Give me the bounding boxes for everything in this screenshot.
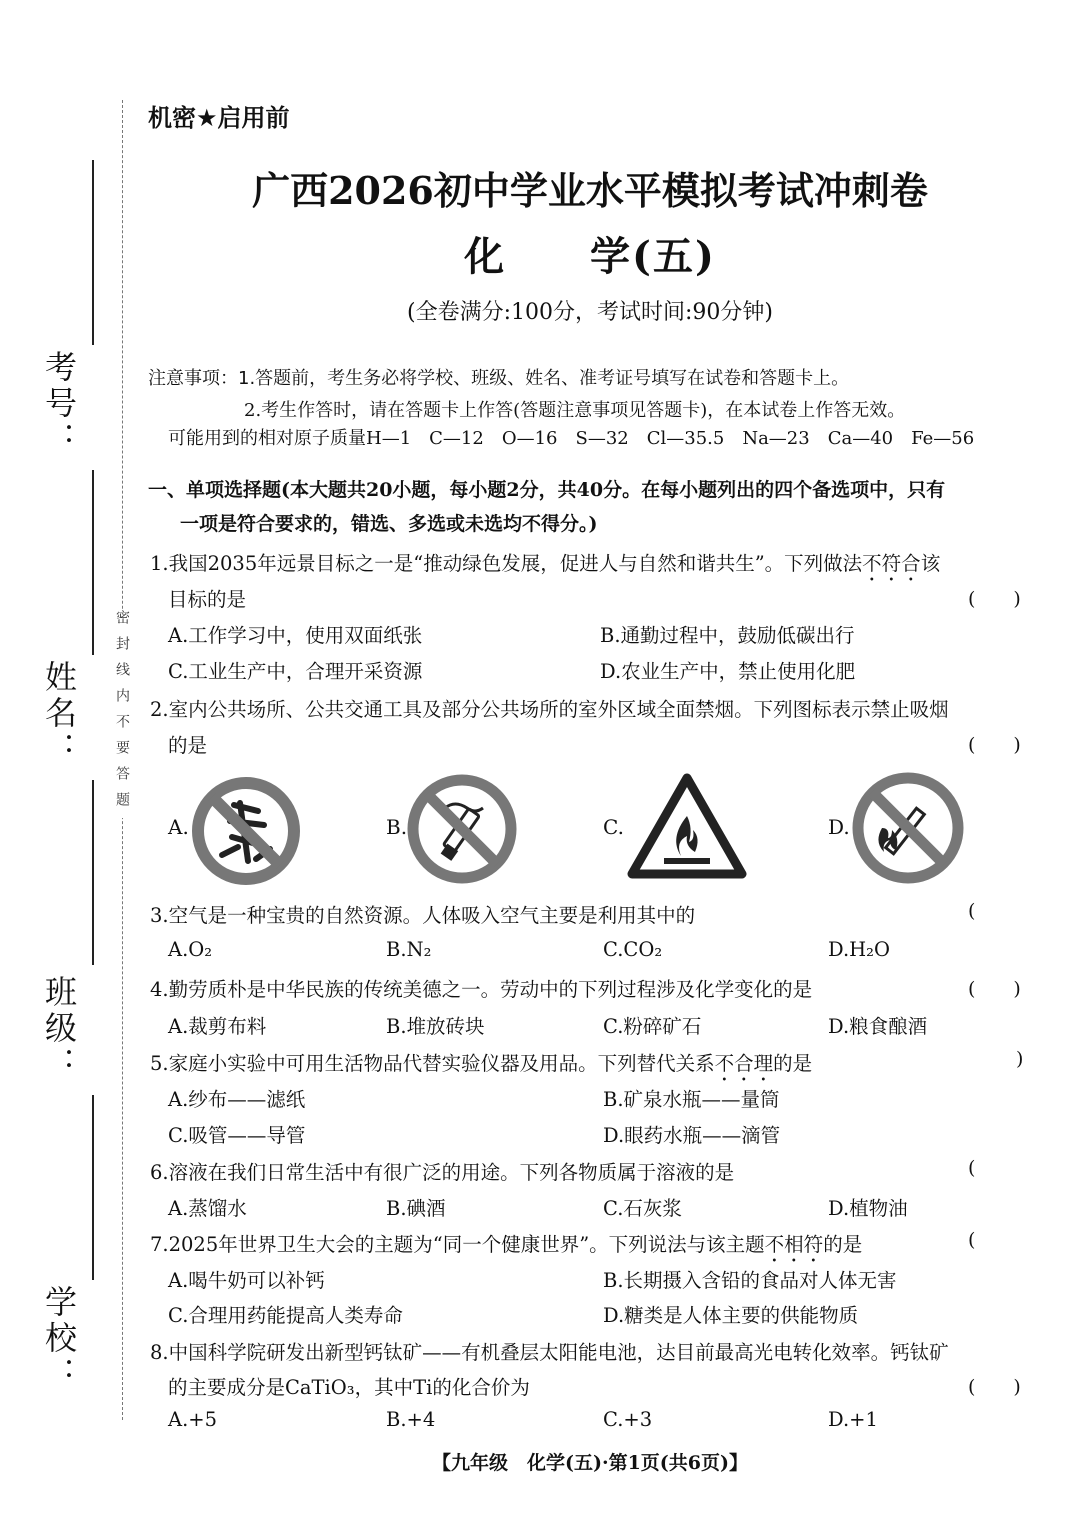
flammable-warning-icon (626, 772, 748, 880)
q7-option-b: B.长期摄入含铅的食品对人体无害 (603, 1269, 897, 1292)
q4-option-c: C.粉碎矿石 (603, 1015, 702, 1038)
question-8-stem: 8.中国科学院研发出新型钙钛矿——有机叠层太阳能电池，达目前最高光电转化效率。钙钛矿 (150, 1341, 949, 1364)
q1-option-b: B.通勤过程中，鼓励低碳出行 (600, 624, 855, 647)
seal-text: 密封线内不要答题 (110, 610, 132, 818)
q5-option-c: C.吸管——导管 (168, 1124, 306, 1147)
question-7-answer-paren: ( (968, 1229, 976, 1251)
school-label: 学校： (40, 1285, 78, 1393)
q2-option-d: D. (828, 815, 850, 839)
q6-option-d: D.植物油 (828, 1197, 908, 1220)
name-line (92, 470, 94, 655)
question-8-answer-paren: ( ) (968, 1376, 1021, 1398)
q5-option-b: B.矿泉水瓶——量筒 (603, 1088, 780, 1111)
q1-option-c: C.工业生产中，合理开采资源 (168, 660, 423, 683)
question-1-stem-2: 目标的是 (168, 588, 247, 611)
q7-option-d: D.糖类是人体主要的供能物质 (603, 1304, 859, 1327)
note-line-2: 2.考生作答时，请在答题卡上作答(答题注意事项见答题卡)，在本试卷上作答无效。 (244, 400, 906, 421)
section-heading-line-2: 一项是符合要求的，错选、多选或未选均不得分。) (180, 513, 598, 535)
no-smoking-icon-d (850, 770, 966, 886)
q1-option-d: D.农业生产中，禁止使用化肥 (600, 660, 856, 683)
page-title: 广西2026初中学业水平模拟考试冲刺卷 (252, 168, 928, 213)
note-line-1: 注意事项：1.答题前，考生务必将学校、班级、姓名、准考证号填写在试卷和答题卡上。 (148, 368, 850, 389)
q6-option-a: A.蒸馏水 (168, 1197, 247, 1220)
q6-option-c: C.石灰浆 (603, 1197, 682, 1220)
exam-no-line (92, 160, 94, 345)
exam-no-label: 考号： (40, 350, 78, 458)
question-6-answer-paren: ( (968, 1157, 976, 1179)
question-2-stem: 2.室内公共场所、公共交通工具及部分公共场所的室外区域全面禁烟。下列图标表示禁止吸烟 (150, 698, 949, 721)
q7-option-a: A.喝牛奶可以补钙 (168, 1269, 325, 1292)
name-label: 姓名： (40, 660, 78, 768)
question-1-stem: 1.我国2035年远景目标之一是“推动绿色发展，促进人与自然和谐共生”。下列做法不符合该 (150, 552, 941, 575)
note-line-3: 可能用到的相对原子质量H—1 C—12 O—16 S—32 Cl—35.5 Na—23 Ca—40 Fe—56 (168, 428, 975, 449)
q4-option-b: B.堆放砖块 (386, 1015, 485, 1038)
secret-label: 机密★启用前 (148, 104, 290, 132)
school-line (92, 1095, 94, 1280)
q2-option-b: B. (386, 815, 408, 839)
q8-option-c: C.+3 (603, 1408, 653, 1431)
question-3-stem: 3.空气是一种宝贵的自然资源。人体吸入空气主要是利用其中的 (150, 904, 696, 927)
question-5-stem: 5.家庭小实验中可用生活物品代替实验仪器及用品。下列替代关系不合理的是 (150, 1052, 813, 1075)
q8-option-d: D.+1 (828, 1408, 878, 1431)
class-line (92, 780, 94, 965)
q6-option-b: B.碘酒 (386, 1197, 446, 1220)
question-4-answer-paren: ( ) (968, 978, 1021, 1000)
q3-option-c: C.CO₂ (603, 938, 663, 961)
q8-option-a: A.+5 (168, 1408, 218, 1431)
score-info: (全卷满分:100分，考试时间:90分钟) (407, 300, 773, 325)
q7-option-c: C.合理用药能提高人类寿命 (168, 1304, 403, 1327)
q3-option-d: D.H₂O (828, 938, 890, 961)
q3-option-a: A.O₂ (168, 938, 213, 961)
question-7-stem: 7.2025年世界卫生大会的主题为“同一个健康世界”。下列说法与该主题不相符的是 (150, 1233, 863, 1256)
no-smoking-icon-b (405, 772, 519, 886)
question-2-stem-2: 的是 (168, 734, 208, 757)
q8-option-b: B.+4 (386, 1408, 436, 1431)
page-footer: 【九年级 化学(五)·第1页(共6页)】 (431, 1452, 748, 1474)
question-5-answer-paren: ) (1016, 1048, 1024, 1070)
class-label: 班级： (40, 975, 78, 1083)
q3-option-b: B.N₂ (386, 938, 432, 961)
q2-option-a: A. (168, 815, 189, 839)
q1-option-a: A.工作学习中，使用双面纸张 (168, 624, 423, 647)
question-2-answer-paren: ( ) (968, 734, 1021, 756)
firecracker-ban-icon (190, 775, 302, 887)
question-6-stem: 6.溶液在我们日常生活中有很广泛的用途。下列各物质属于溶液的是 (150, 1161, 735, 1184)
page-subtitle: 化 学(五) (464, 233, 716, 280)
question-3-answer-paren: ( (968, 900, 976, 922)
section-heading-line-1: 一、单项选择题(本大题共20小题，每小题2分，共40分。在每小题列出的四个备选项中，只有 (148, 479, 946, 501)
question-8-stem-2: 的主要成分是CaTiO₃，其中Ti的化合价为 (168, 1376, 530, 1399)
q2-option-c: C. (603, 815, 624, 839)
q4-option-a: A.裁剪布料 (168, 1015, 267, 1038)
q4-option-d: D.粮食酿酒 (828, 1015, 928, 1038)
q5-option-a: A.纱布——滤纸 (168, 1088, 306, 1111)
question-4-stem: 4.勤劳质朴是中华民族的传统美德之一。劳动中的下列过程涉及化学变化的是 (150, 978, 813, 1001)
q5-option-d: D.眼药水瓶——滴管 (603, 1124, 781, 1147)
question-1-answer-paren: ( ) (968, 588, 1021, 610)
